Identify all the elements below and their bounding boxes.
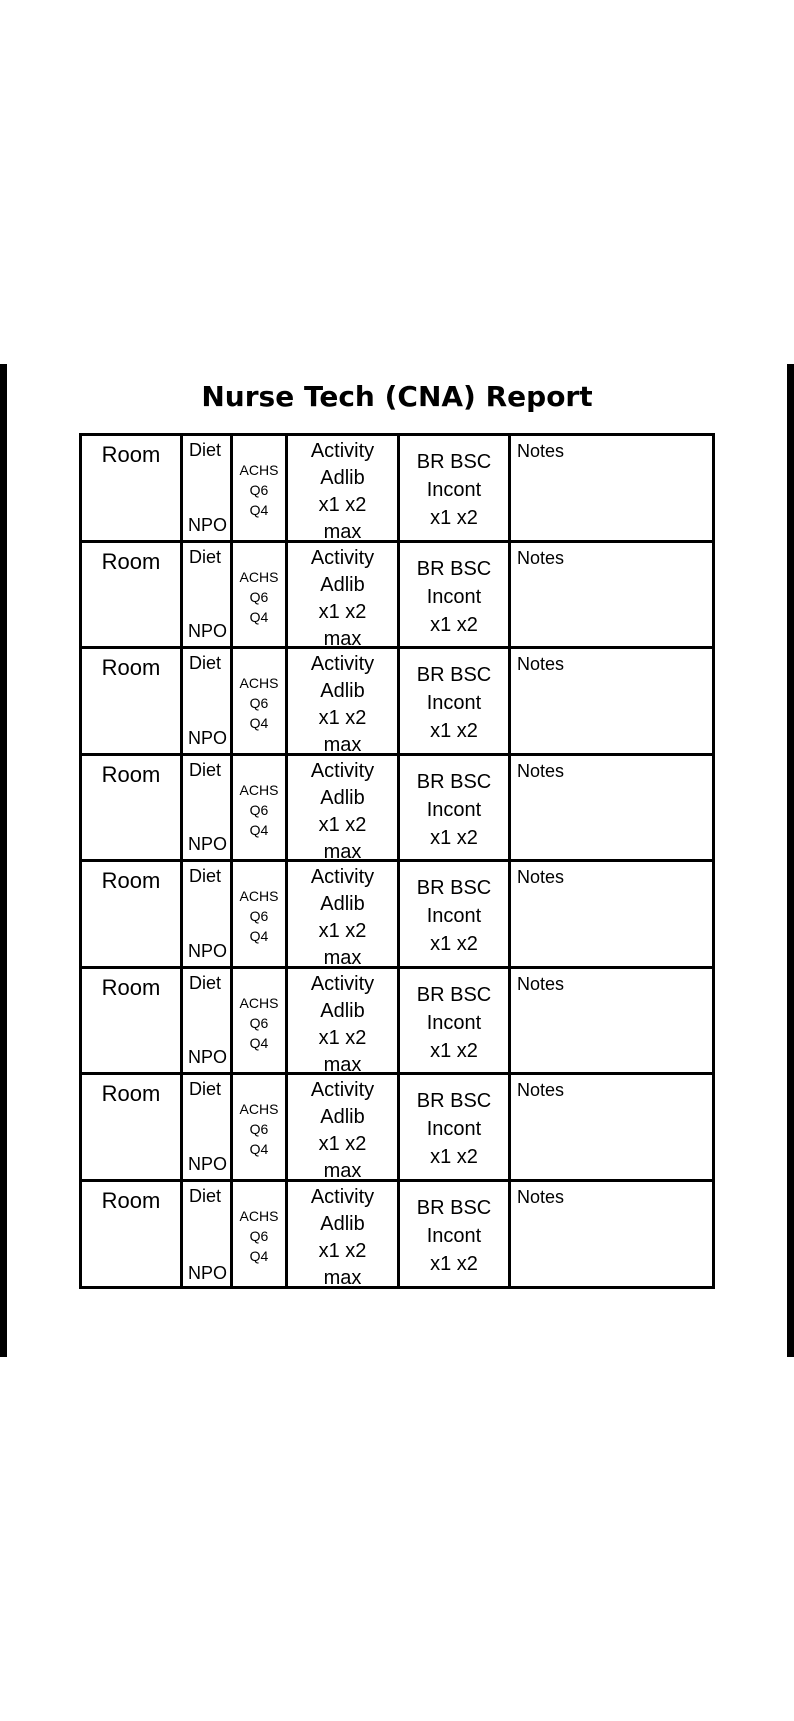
activity-cell[interactable] [288,649,400,756]
diet-label: Diet [189,1185,222,1206]
toileting-incont: Incont [426,585,482,608]
activity-max: max [323,734,362,756]
room-label: Room [101,1187,161,1213]
npo-label: NPO [188,1263,228,1283]
frequency-options [233,780,285,840]
toileting-incont: Incont [426,905,482,927]
frequency-options [233,460,285,520]
diet-cell[interactable] [183,649,233,753]
toileting-br-bsc: BR BSC [416,451,492,473]
toileting-options [400,661,508,745]
notes-cell[interactable] [511,436,712,540]
page-title: Nurse Tech (CNA) Report [201,380,593,413]
toileting-assist: x1 x2 [430,1146,478,1168]
toileting-assist: x1 x2 [430,507,478,529]
activity-max: max [323,947,362,969]
activity-adlib: Adlib [320,680,365,702]
freq-q6: Q6 [249,908,269,924]
notes-label: Notes [517,654,565,674]
freq-achs: ACHS [239,888,279,904]
notes-label: Notes [517,1186,565,1207]
notes-label: Notes [517,973,565,994]
freq-achs: ACHS [239,994,279,1011]
npo-label: NPO [188,621,228,641]
diet-label: Diet [189,1079,222,1099]
frequency-options [233,993,285,1053]
activity-label: Activity [310,972,375,995]
room-label: Room [101,974,161,1000]
activity-assist: x1 x2 [318,1026,367,1049]
freq-achs: ACHS [239,462,279,478]
toileting-cell[interactable] [400,436,511,540]
room-label: Room [101,548,161,574]
npo-label: NPO [188,834,228,854]
toileting-options [400,768,508,852]
diet-label: Diet [189,653,222,673]
notes-cell[interactable] [511,1075,712,1179]
toileting-cell[interactable] [400,862,511,966]
activity-assist: x1 x2 [318,1239,367,1262]
patient-row [82,649,712,756]
freq-achs: ACHS [239,568,279,585]
diet-label: Diet [189,972,222,993]
frequency-options [233,886,285,946]
freq-q4: Q4 [249,928,269,944]
toileting-br-bsc: BR BSC [416,664,492,686]
activity-options [288,438,397,546]
activity-options [288,758,397,866]
patient-row [82,543,712,650]
diet-cell[interactable] [183,862,233,966]
toileting-assist: x1 x2 [430,1039,478,1062]
activity-adlib: Adlib [320,893,365,915]
notes-label: Notes [517,441,565,461]
freq-q4: Q4 [249,608,269,625]
freq-achs: ACHS [239,675,279,691]
diet-cell[interactable] [183,756,233,860]
toileting-assist: x1 x2 [430,613,478,636]
activity-assist: x1 x2 [318,600,367,623]
notes-cell[interactable] [511,1182,712,1289]
toileting-options [400,1194,508,1278]
activity-label: Activity [310,546,375,569]
activity-label: Activity [310,866,375,888]
activity-options [288,1077,397,1185]
frequency-cell[interactable] [233,756,288,860]
frequency-options [233,1099,285,1159]
activity-options [288,651,397,759]
toileting-incont: Incont [426,1224,482,1247]
activity-adlib: Adlib [320,467,365,489]
activity-label: Activity [310,759,375,782]
activity-options [288,971,397,1079]
room-cell[interactable] [82,436,183,540]
right-edge-bar [787,364,794,1357]
npo-label: NPO [188,1047,228,1067]
toileting-incont: Incont [426,479,482,501]
freq-q6: Q6 [249,1121,269,1137]
frequency-options [233,567,285,627]
toileting-options [400,874,508,958]
room-cell[interactable] [82,862,183,966]
activity-options [288,864,397,972]
freq-achs: ACHS [239,1207,279,1224]
notes-label: Notes [517,547,565,568]
toileting-assist: x1 x2 [430,933,478,955]
toileting-br-bsc: BR BSC [416,983,492,1006]
patient-row [82,969,712,1076]
activity-adlib: Adlib [320,999,365,1022]
activity-max: max [323,521,362,543]
toileting-cell[interactable] [400,969,511,1073]
diet-cell[interactable] [183,1075,233,1179]
frequency-cell[interactable] [233,1075,288,1179]
activity-label: Activity [310,1079,375,1101]
frequency-cell[interactable] [233,862,288,966]
toileting-br-bsc: BR BSC [416,877,492,899]
activity-adlib: Adlib [320,786,365,809]
activity-cell[interactable] [288,436,400,543]
diet-cell[interactable] [183,969,233,1073]
notes-cell[interactable] [511,862,712,966]
activity-label: Activity [310,653,375,675]
notes-cell[interactable] [511,649,712,753]
toileting-assist: x1 x2 [430,720,478,742]
toileting-assist: x1 x2 [430,826,478,849]
frequency-cell[interactable] [233,543,288,647]
activity-adlib: Adlib [320,1212,365,1235]
activity-options [288,545,397,653]
room-cell[interactable] [82,969,183,1073]
npo-label: NPO [188,940,228,961]
freq-achs: ACHS [239,781,279,798]
frequency-cell[interactable] [233,649,288,753]
notes-cell[interactable] [511,543,712,647]
freq-q4: Q4 [249,502,269,518]
diet-cell[interactable] [183,436,233,540]
toileting-incont: Incont [426,1011,482,1034]
freq-q4: Q4 [249,715,269,731]
room-label: Room [101,442,161,467]
toileting-br-bsc: BR BSC [416,770,492,793]
activity-assist: x1 x2 [318,813,367,836]
notes-label: Notes [517,867,565,887]
toileting-options [400,981,508,1065]
freq-achs: ACHS [239,1101,279,1117]
diet-label: Diet [189,440,222,460]
activity-label: Activity [310,1185,375,1208]
frequency-options [233,673,285,733]
toileting-options [400,555,508,639]
activity-cell[interactable] [288,1182,400,1289]
toileting-br-bsc: BR BSC [416,1090,492,1112]
room-label: Room [101,868,161,893]
toileting-incont: Incont [426,798,482,821]
toileting-incont: Incont [426,692,482,714]
toileting-br-bsc: BR BSC [416,1196,492,1219]
activity-cell[interactable] [288,756,400,863]
patient-row [82,1182,712,1289]
activity-max: max [323,1053,362,1076]
activity-max: max [323,1266,362,1289]
npo-label: NPO [188,514,228,535]
freq-q4: Q4 [249,1034,269,1051]
notes-label: Notes [517,760,565,781]
toileting-br-bsc: BR BSC [416,557,492,580]
toileting-cell[interactable] [400,1182,511,1289]
freq-q6: Q6 [249,482,269,498]
left-edge-bar [0,364,7,1357]
freq-q6: Q6 [249,588,269,605]
report-table [79,433,715,1289]
frequency-cell[interactable] [233,1182,288,1289]
room-cell[interactable] [82,543,183,647]
toileting-cell[interactable] [400,756,511,860]
diet-label: Diet [189,866,222,886]
frequency-options [233,1206,285,1266]
activity-cell[interactable] [288,543,400,650]
patient-row [82,1075,712,1182]
freq-q4: Q4 [249,821,269,838]
room-cell[interactable] [82,1075,183,1179]
patient-row [82,862,712,969]
freq-q6: Q6 [249,1227,269,1244]
activity-assist: x1 x2 [318,920,367,942]
room-cell[interactable] [82,649,183,753]
activity-max: max [323,840,362,863]
activity-cell[interactable] [288,862,400,969]
patient-row [82,756,712,863]
freq-q6: Q6 [249,801,269,818]
diet-label: Diet [189,546,222,567]
toileting-cell[interactable] [400,649,511,753]
activity-adlib: Adlib [320,1106,365,1128]
diet-cell[interactable] [183,543,233,647]
toileting-options [400,1087,508,1171]
freq-q4: Q4 [249,1141,269,1157]
activity-cell[interactable] [288,1075,400,1182]
room-label: Room [101,1081,161,1106]
patient-row [82,436,712,543]
freq-q6: Q6 [249,695,269,711]
room-cell[interactable] [82,1182,183,1289]
frequency-cell[interactable] [233,436,288,540]
toileting-cell[interactable] [400,543,511,647]
activity-cell[interactable] [288,969,400,1076]
room-label: Room [101,655,161,680]
npo-label: NPO [188,1153,228,1174]
frequency-cell[interactable] [233,969,288,1073]
diet-cell[interactable] [183,1182,233,1289]
notes-label: Notes [517,1080,565,1100]
toileting-options [400,448,508,532]
activity-options [288,1184,397,1292]
toileting-assist: x1 x2 [430,1252,478,1275]
room-label: Room [101,761,161,787]
activity-max: max [323,1160,362,1182]
activity-assist: x1 x2 [318,1133,367,1155]
activity-assist: x1 x2 [318,494,367,516]
activity-assist: x1 x2 [318,707,367,729]
activity-adlib: Adlib [320,573,365,596]
freq-q6: Q6 [249,1014,269,1031]
activity-max: max [323,627,362,650]
toileting-incont: Incont [426,1118,482,1140]
freq-q4: Q4 [249,1247,269,1264]
notes-cell[interactable] [511,756,712,860]
diet-label: Diet [189,759,222,780]
room-cell[interactable] [82,756,183,860]
npo-label: NPO [188,727,228,748]
activity-label: Activity [310,440,375,462]
notes-cell[interactable] [511,969,712,1073]
toileting-cell[interactable] [400,1075,511,1179]
